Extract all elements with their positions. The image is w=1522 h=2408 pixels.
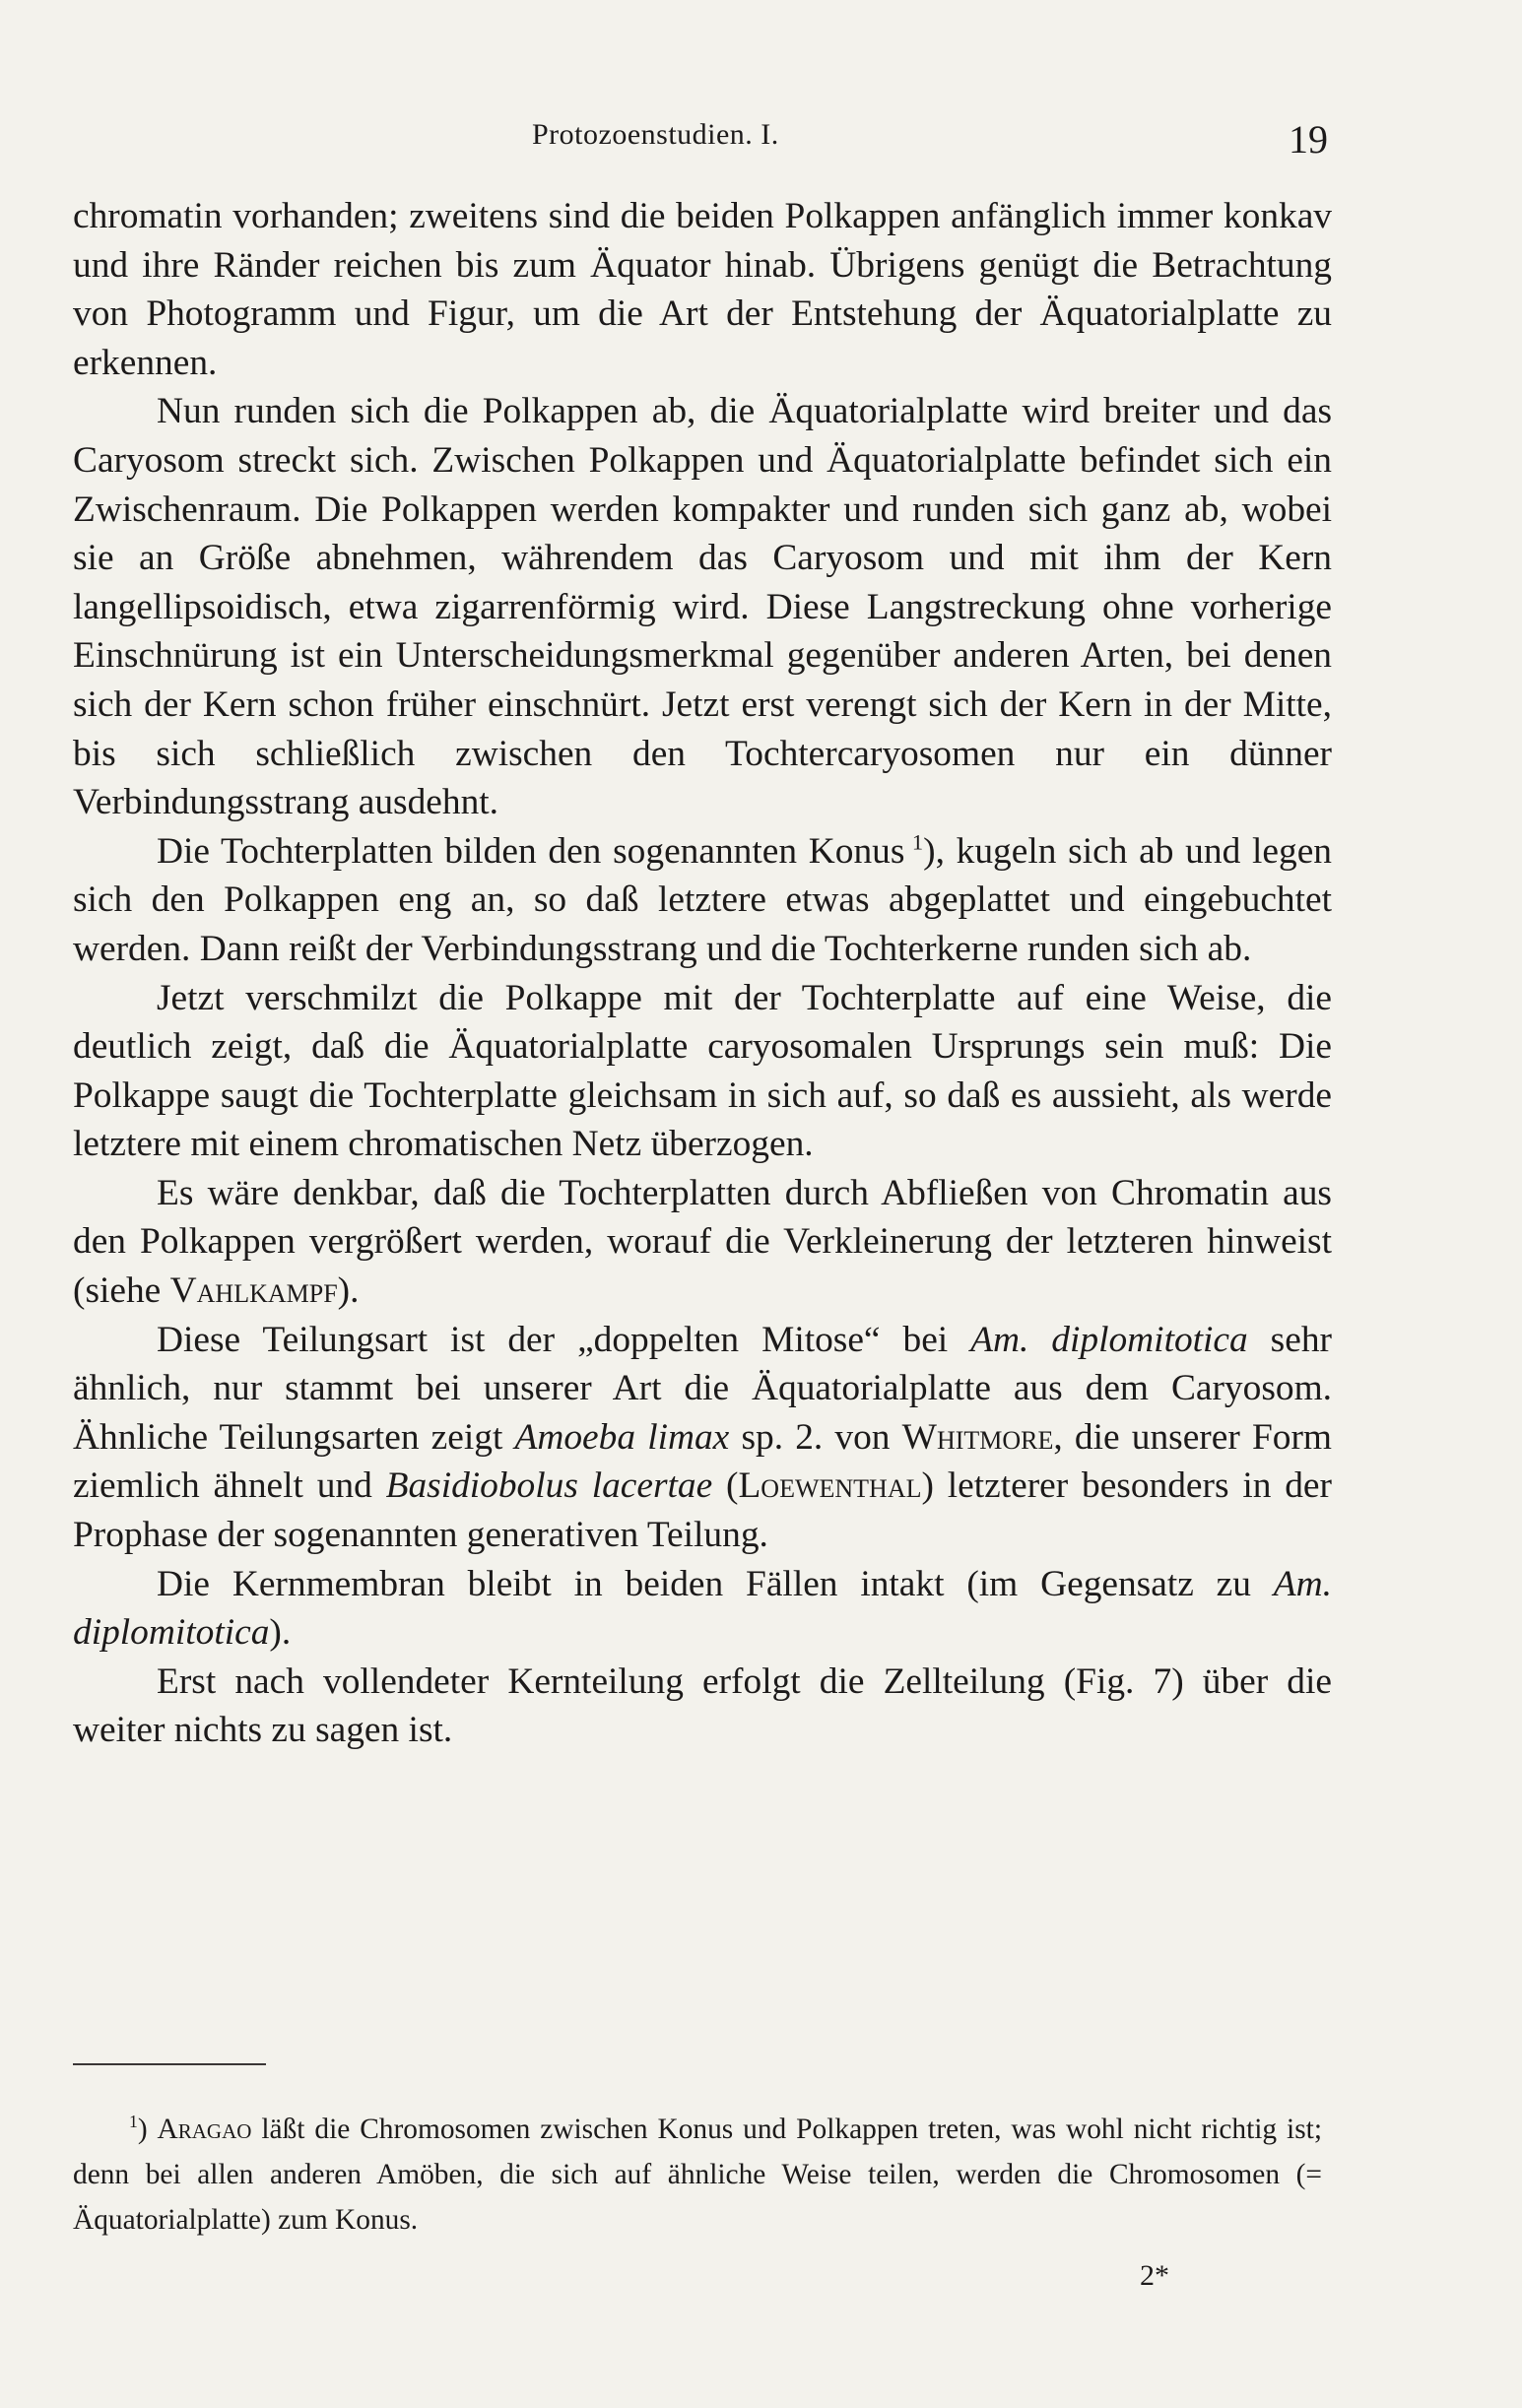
- running-head-title: Protozoenstudien. I.: [532, 118, 779, 151]
- paragraph-3: [73, 827, 1332, 974]
- main-text: [73, 192, 1332, 1755]
- paragraph-5-text-a: Es wäre denkbar, daß die Tochterplatten durch Abfließen von Chromatin aus den Polkappen vergrößert werden, worauf die Verkleinerung der letzteren hinweist (siehe: [73, 1172, 1332, 1312]
- paragraph-5-text-b: ).: [337, 1270, 360, 1312]
- paragraph-7: [73, 1560, 1332, 1658]
- paragraph-6-text-b: sehr ähnlich, nur stammt bei unserer Art die Äquatorialplatte aus dem Caryosom. Ähnliche Teilungsarten zeigt: [73, 1319, 1332, 1458]
- author-name-vahlkampf: Vahlkampf: [169, 1270, 338, 1312]
- taxon-am-diplomitotica-2: Am. diplomitotica: [73, 1563, 1332, 1654]
- paragraph-4: Jetzt verschmilzt die Polkappe mit der Tochterplatte auf eine Weise, die deutlich zeigt, daß die Äquatorialplatte caryosomalen Ursprungs sein muß: Die Polkappe saugt die Tochterplatte gleichsam in sich auf, so daß es aussieht, als werde letztere mit einem chromatischen Netz überzogen.: [73, 977, 1332, 1165]
- signature-mark: 2*: [1140, 2259, 1169, 2292]
- taxon-am-diplomitotica: Am. diplomitotica: [970, 1319, 1248, 1360]
- footnote-marker-close: ): [137, 2114, 158, 2145]
- footnote-reference: 1: [911, 829, 924, 855]
- author-name-aragao: Aragao: [157, 2114, 252, 2145]
- page-number: 19: [1289, 117, 1328, 162]
- footnote: [73, 2107, 1322, 2243]
- author-name-whitmore: Whitmore: [901, 1416, 1054, 1458]
- footnote-marker: 1: [129, 2112, 138, 2132]
- taxon-amoeba-limax: Amoeba limax: [514, 1416, 730, 1458]
- paragraph-6: [73, 1316, 1332, 1560]
- paragraph-7-text-a: Die Kernmembran bleibt in beiden Fällen intakt (im Gegensatz zu: [157, 1563, 1274, 1604]
- paragraph-1: chromatin vorhanden; zweitens sind die beiden Polkappen anfänglich immer konkav und ihre Ränder reichen bis zum Äquator hinab. Übrigens genügt die Betrachtung von Photogramm und Figur, um die Art der Entstehung der Äquatorialplatte zu erkennen.: [73, 196, 1332, 383]
- paragraph-6-text-d: , die unserer Form ziemlich ähnelt und: [73, 1416, 1332, 1507]
- footnote-separator: [73, 2063, 266, 2065]
- taxon-basidiobolus-lacertae: Basidiobolus lacertae: [385, 1465, 713, 1507]
- paragraph-2: Nun runden sich die Polkappen ab, die Äquatorialplatte wird breiter und das Caryosom streckt sich. Zwischen Polkappen und Äquatorialplatte befindet sich ein Zwischenraum. Die Polkappen werden kompakter und runden sich ganz ab, wobei sie an Größe abnehmen, währendem das Caryosom und mit ihm der Kern langellipsoidisch, etwa zigarrenförmig wird. Diese Langstreckung ohne vorherige Einschnürung ist ein Unterscheidungsmerkmal gegenüber anderen Arten, bei denen sich der Kern schon früher einschnürt. Jetzt erst verengt sich der Kern in der Mitte, bis sich schließlich zwischen den Tochtercaryosomen nur ein dünner Verbindungsstrang ausdehnt.: [73, 391, 1332, 823]
- author-name-loewenthal: Loewenthal: [738, 1465, 922, 1507]
- paragraph-6-text-e: (: [712, 1465, 739, 1507]
- footnote-1: [73, 2107, 1322, 2243]
- paragraph-6-text-a: Diese Teilungsart ist der „doppelten Mitose“ bei: [157, 1319, 971, 1360]
- paragraph-3-text-a: Die Tochterplatten bilden den sogenannten Konus: [157, 830, 905, 872]
- paragraph-7-text-b: ).: [269, 1612, 292, 1654]
- paragraph-6-text-c: sp. 2. von: [729, 1416, 902, 1458]
- paragraph-5: [73, 1169, 1332, 1316]
- paragraph-8: Erst nach vollendeter Kernteilung erfolgt die Zellteilung (Fig. 7) über die weiter nichts zu sagen ist.: [73, 1660, 1332, 1751]
- footnote-text: läßt die Chromosomen zwischen Konus und Polkappen treten, was wohl nicht richtig ist; denn bei allen anderen Amöben, die sich auf ähnliche Weise teilen, werden die Chromosomen (= Äquatorialplatte) zum Konus.: [73, 2114, 1322, 2236]
- paragraph-6-text-f: ) letzterer besonders in der Prophase der sogenannten generativen Teilung.: [73, 1465, 1332, 1556]
- running-head: [0, 110, 1522, 169]
- paragraph-3-text-b: ), kugeln sich ab und legen sich den Polkappen eng an, so daß letztere etwas abgeplattet und eingebuchtet werden. Dann reißt der Verbindungsstrang und die Tochterkerne runden sich ab.: [73, 830, 1332, 969]
